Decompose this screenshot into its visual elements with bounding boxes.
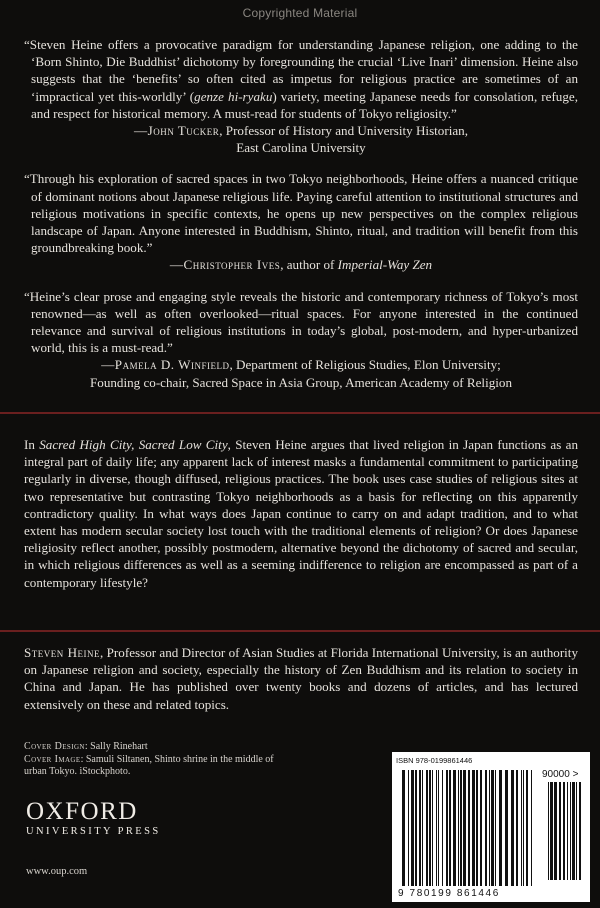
blurb-text: “Through his exploration of sacred spaces in two Tokyo neighborhoods, Heine offers a nuanced critique of dominant notions about Japanese religious life. Paying careful attention to institutional structures and religious motivations in specific contexts, he opens up new perspectives on the complex religious landscape of Japan. Anyone interested in Buddhism, Shinto, ritual, and tradition will benefit from this groundbreaking book.” <box>24 171 578 256</box>
blurb-winfield <box>24 288 578 391</box>
blurb-attribution: —Pamela D. Winfield, Department of Religious Studies, Elon University; Founding co-chair, Sacred Space in Asia Group, American Academy of Religion <box>89 357 512 390</box>
publisher-logo <box>26 798 161 838</box>
publisher-subtitle: UNIVERSITY PRESS <box>26 826 161 837</box>
publisher-url: www.oup.com <box>26 866 88 877</box>
blurbs-section <box>24 36 578 391</box>
section-divider <box>0 412 600 414</box>
price-barcode <box>542 782 586 882</box>
ean-barcode <box>396 770 536 888</box>
publisher-name: OXFORD <box>26 798 138 825</box>
section-divider <box>0 630 600 632</box>
price-code: 90000 > <box>542 769 579 780</box>
watermark: Copyrighted Material <box>242 6 358 20</box>
author-bio: Steven Heine, Professor and Director of Asian Studies at Florida International University, is an authority on Japanese religion and society, especially the history of Zen Buddhism and its relation to society in China and Japan. He has published over twenty books and dozens of articles, and has lectured extensively on these and related topics. <box>24 645 578 712</box>
blurb-text: “Heine’s clear prose and engaging style reveals the historic and contemporary richness of Tokyo’s most renowned—as well as often overlooked—ritual spaces. For anyone interested in the continued relevance and survival of religious institutions in today’s global, post-modern, and hyper-urbanized world, this is a must-read.” <box>24 288 578 356</box>
book-title: Sacred High City, Sacred Low City <box>39 437 228 452</box>
blurb-attribution: —John Tucker, Professor of History and University Historian, East Carolina University <box>134 123 468 156</box>
cover-credits: Cover Design: Sally Rinehart Cover Image: Samuli Siltanen, Shinto shrine in the middle of urban Tokyo. iStockphoto. <box>24 741 274 777</box>
blurb-text: “Steven Heine offers a provocative paradigm for understanding Japanese religion, one adding to the ‘Born Shinto, Die Buddhist’ dichotomy by foregrounding the crucial ‘Live Inari’ dimension. Heine also suggests that the ‘benefits’ so often cited as impetus for religious practice are sometimes of an ‘impractical yet this-worldly’ (genze hi-ryaku) variety, meeting Japanese needs for consolation, refuge, and respect for historical memory. A must-read for students of Tokyo religiosity.” <box>24 37 578 121</box>
barcode-panel <box>392 752 590 902</box>
blurb-tucker <box>24 36 578 156</box>
blurb-ives <box>24 170 578 273</box>
isbn-label: ISBN 978-0199861446 <box>396 756 473 765</box>
isbn-digits: 9 780199 861446 <box>398 888 500 899</box>
book-description: In Sacred High City, Sacred Low City, Steven Heine argues that lived religion in Japan functions as an integral part of daily life; any apparent lack of interest masks a fundamental commitment to participating regularly in diverse, though diffused, religious practices. The book uses case studies of religious sites at two representative but contrasting Tokyo neighborhoods as a basis for reflecting on this apparently contradictory quality. In what ways does Japan continue to carry on and adapt tradition, and to what extent has modern secular society lost touch with the traditional elements of religion? Or does Japanese religiosity reflect another, possibly postmodern, alternative beyond the dichotomy of sacred and secular, in which religious differences as well as a seeming indifference to religion are encompassed as part of a contemporary lifestyle? <box>24 437 579 590</box>
author-name: Steven Heine <box>24 645 101 660</box>
blurb-attribution: —Christopher Ives, author of Imperial-Way Zen <box>169 257 433 273</box>
